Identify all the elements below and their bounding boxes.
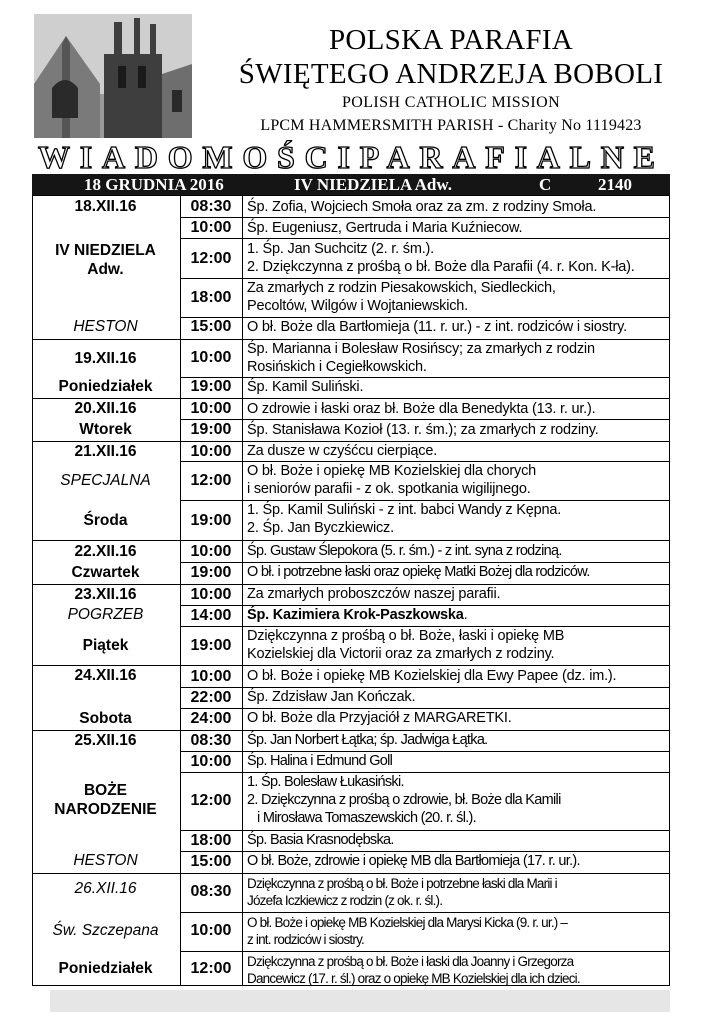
mass-intention: 1. Śp. Bolesław Łukasiński. — [247, 774, 404, 790]
location-label: HESTON — [73, 852, 138, 869]
funeral-label: POGRZEB — [67, 606, 144, 623]
mass-intention: O bł. i potrzebne łaski oraz opiekę Matki Bożej dla rodziców. — [247, 564, 590, 580]
mass-intention: z int. rodziców i siostry. — [247, 932, 364, 947]
mass-intention: Kozielskiej dla Victorii oraz za zmarłych z rodziny. — [247, 646, 555, 662]
mass-time: 10:00 — [190, 443, 232, 460]
mission-subtitle: POLISH CATHOLIC MISSION — [341, 94, 561, 111]
mass-intention: Śp. Jan Norbert Łątka; śp. Jadwiga Łątka. — [247, 732, 488, 748]
mass-intention: Śp. Gustaw Ślepokora (5. r. śm.) - z int. syna z rodziną. — [247, 543, 562, 559]
footer-shade — [50, 990, 670, 1012]
day-name: Poniedziałek — [58, 378, 153, 395]
mass-time: 08:30 — [190, 732, 232, 749]
mass-intention: 2. Śp. Jan Byczkiewicz. — [247, 520, 394, 536]
mass-time: 24:00 — [190, 710, 232, 727]
day-divider — [32, 584, 670, 585]
mass-intention: Dancewicz (17. r. śl.) oraz o opiekę MB Kozielskiej dla ich dzieci. — [247, 971, 580, 986]
mass-intention: Za zmarłych z rodzin Piesakowskich, Siedleckich, — [247, 280, 556, 296]
mass-intention: Rosińskich i Cegiełkowskich. — [247, 359, 427, 375]
mass-time: 18:00 — [190, 832, 232, 849]
mass-intention: O bł. Boże i opiekę MB Kozielskiej dla Ewy Papee (dz. im.). — [247, 668, 617, 684]
row-divider — [180, 562, 670, 563]
mass-intention: Pecoltów, Wilgów i Wojtaniewskich. — [247, 298, 468, 314]
mass-intention: i seniorów parafii - z ok. spotkania wigilijnego. — [247, 481, 531, 497]
row-divider — [180, 951, 670, 952]
newsletter-banner — [34, 140, 668, 174]
location-label: HESTON — [73, 318, 138, 335]
mass-intention: Śp. Eugeniusz, Gertruda i Maria Kuźniecow. — [247, 220, 523, 236]
mass-time: 10:00 — [190, 668, 232, 685]
mass-intention: O bł. Boże dla Przyjaciół z MARGARETKI. — [247, 710, 512, 726]
mass-intention: O bł. Boże i opiekę MB Kozielskiej dla chorych — [247, 463, 536, 479]
mass-time: 10:00 — [190, 922, 232, 939]
bulletin-date: 18 GRUDNIA 2016 — [84, 175, 224, 194]
mass-intention: Śp. Marianna i Bolesław Rosińscy; za zmarłych z rodzin — [247, 341, 595, 357]
mass-intention: O bł. Boże i opiekę MB Kozielskiej dla Marysi Kicka (9. r. ur.) – — [247, 915, 568, 930]
mass-intention: Śp. Halina i Edmund Goll — [247, 753, 393, 769]
mass-intention: O bł. Boże, zdrowie i opiekę MB dla Bartłomieja (17. r. ur.). — [247, 853, 580, 869]
special-label: SPECJALNA — [60, 472, 151, 489]
day-name: Środa — [83, 512, 128, 529]
mass-time: 18:00 — [190, 289, 232, 306]
row-divider — [180, 851, 670, 852]
mass-time: 10:00 — [190, 586, 232, 603]
day-date: 20.XII.16 — [74, 400, 137, 417]
feast-name: NARODZENIE — [54, 801, 157, 818]
church-illustration — [34, 14, 192, 138]
mass-time: 08:30 — [190, 198, 232, 215]
day-date: 22.XII.16 — [74, 543, 137, 560]
mass-intention: 1. Śp. Jan Suchcitz (2. r. śm.). — [247, 241, 434, 257]
mass-time: 19:00 — [190, 378, 232, 395]
day-divider — [32, 873, 670, 874]
day-date: 26.XII.16 — [74, 880, 137, 897]
day-date: 25.XII.16 — [74, 732, 137, 749]
row-divider — [180, 217, 670, 218]
day-name: Czwartek — [71, 564, 140, 581]
mass-time: 10:00 — [190, 349, 232, 366]
parish-title-line1: POLSKA PARAFIA — [328, 24, 574, 56]
mass-time: 08:30 — [190, 883, 232, 900]
mass-intention: 2. Dziękczynna z prośbą o zdrowie, bł. Boże dla Kamili — [247, 792, 561, 808]
mass-intention — [247, 607, 670, 624]
mass-time: 15:00 — [190, 318, 232, 335]
funeral-period: . — [463, 607, 468, 623]
mass-intention: Józefa Iczkiewicz z rodzin (z ok. r. śl.). — [247, 893, 443, 908]
mass-intention: i Mirosława Tomaszewskich (20. r. śl.). — [257, 810, 476, 826]
parish-title-line2: ŚWIĘTEGO ANDRZEJA BOBOLI — [238, 58, 664, 90]
row-divider — [180, 278, 670, 279]
funeral-name: Śp. Kazimiera Krok-Paszkowska — [247, 607, 464, 623]
feast-name: BOŻE — [83, 782, 128, 799]
row-divider — [180, 708, 670, 709]
row-divider — [180, 377, 670, 378]
mass-intention: Śp. Basia Krasnodębska. — [247, 832, 394, 848]
mass-time: 12:00 — [190, 792, 232, 809]
date-bar — [32, 174, 670, 195]
liturgical-cycle: C — [539, 175, 552, 194]
row-divider — [180, 317, 670, 318]
mass-intention: 2. Dziękczynna z prośbą o bł. Boże dla Parafii (4. r. Kon. K-ła). — [247, 259, 635, 275]
row-divider — [180, 500, 670, 501]
mass-intention: Śp. Stanisława Kozioł (13. r. śm.); za zmarłych z rodziny. — [247, 422, 599, 438]
row-divider — [180, 687, 670, 688]
row-divider — [180, 419, 670, 420]
day-date: 23.XII.16 — [74, 586, 137, 603]
row-divider — [180, 626, 670, 627]
mass-time: 12:00 — [190, 472, 232, 489]
mass-intention: Za dusze w czyśćcu cierpiące. — [247, 443, 438, 459]
row-divider — [180, 238, 670, 239]
mass-time: 10:00 — [190, 400, 232, 417]
mass-time: 19:00 — [190, 637, 232, 654]
mass-time: 12:00 — [190, 960, 232, 977]
feast-name: Św. Szczepana — [52, 922, 159, 939]
bulletin-number: 2140 — [598, 175, 632, 194]
day-divider — [32, 339, 670, 340]
day-name: Adw. — [87, 261, 124, 278]
day-divider — [32, 665, 670, 666]
day-divider — [32, 730, 670, 731]
liturgical-sunday: IV NIEDZIELA Adw. — [294, 175, 452, 194]
mass-intention: Śp. Kamil Suliński. — [247, 379, 364, 395]
mass-intention: Dziękczynna z prośbą o bł. Boże i potrzebne łaski dla Marii i — [247, 876, 557, 891]
day-divider — [32, 540, 670, 541]
charity-line: LPCM HAMMERSMITH PARISH - Charity No 1119423 — [260, 117, 642, 134]
mass-intention: Dziękczynna z prośbą o bł. Boże, łaski i opiekę MB — [247, 628, 565, 644]
day-divider — [32, 441, 670, 442]
day-name: Wtorek — [79, 421, 132, 438]
day-date: 21.XII.16 — [74, 443, 137, 460]
mass-intention: 1. Śp. Kamil Suliński - z int. babci Wandy z Kępna. — [247, 502, 562, 518]
banner-text: WIADOMOŚCIPARAFIALNE — [38, 140, 664, 174]
row-divider — [180, 912, 670, 913]
row-divider — [180, 605, 670, 606]
day-date: 18.XII.16 — [74, 198, 137, 215]
mass-time: 22:00 — [190, 689, 232, 706]
day-name: Sobota — [79, 710, 132, 727]
mass-intention: Śp. Zdzisław Jan Kończak. — [247, 689, 416, 705]
mass-time: 19:00 — [190, 421, 232, 438]
mass-intention: Dziękczynna z prośbą o bł. Boże i łaski dla Joanny i Grzegorza — [247, 954, 574, 969]
mass-time: 10:00 — [190, 753, 232, 770]
mass-intention: O zdrowie i łaski oraz bł. Boże dla Benedykta (13. r. ur.). — [247, 401, 596, 417]
row-divider — [180, 772, 670, 773]
day-date: 24.XII.16 — [74, 667, 137, 684]
day-divider — [32, 398, 670, 399]
mass-time: 19:00 — [190, 564, 232, 581]
mass-intention: O bł. Boże dla Bartłomieja (11. r. ur.) - z int. rodziców i siostry. — [247, 319, 627, 335]
day-name: Poniedziałek — [58, 960, 153, 977]
mass-time: 12:00 — [190, 250, 232, 267]
mass-time: 14:00 — [190, 607, 232, 624]
day-name: Piątek — [82, 637, 129, 654]
mass-time: 10:00 — [190, 543, 232, 560]
mass-time: 15:00 — [190, 853, 232, 870]
row-divider — [180, 461, 670, 462]
row-divider — [180, 751, 670, 752]
day-date: 19.XII.16 — [74, 350, 137, 367]
mass-intention: Za zmarłych proboszczów naszej parafii. — [247, 586, 501, 602]
row-divider — [180, 830, 670, 831]
day-name: IV NIEDZIELA — [55, 242, 156, 259]
mass-intention: Śp. Zofia, Wojciech Smoła oraz za zm. z rodziny Smoła. — [247, 199, 597, 215]
bulletin-header — [0, 0, 722, 145]
mass-time: 19:00 — [190, 512, 232, 529]
mass-time: 10:00 — [190, 219, 232, 236]
